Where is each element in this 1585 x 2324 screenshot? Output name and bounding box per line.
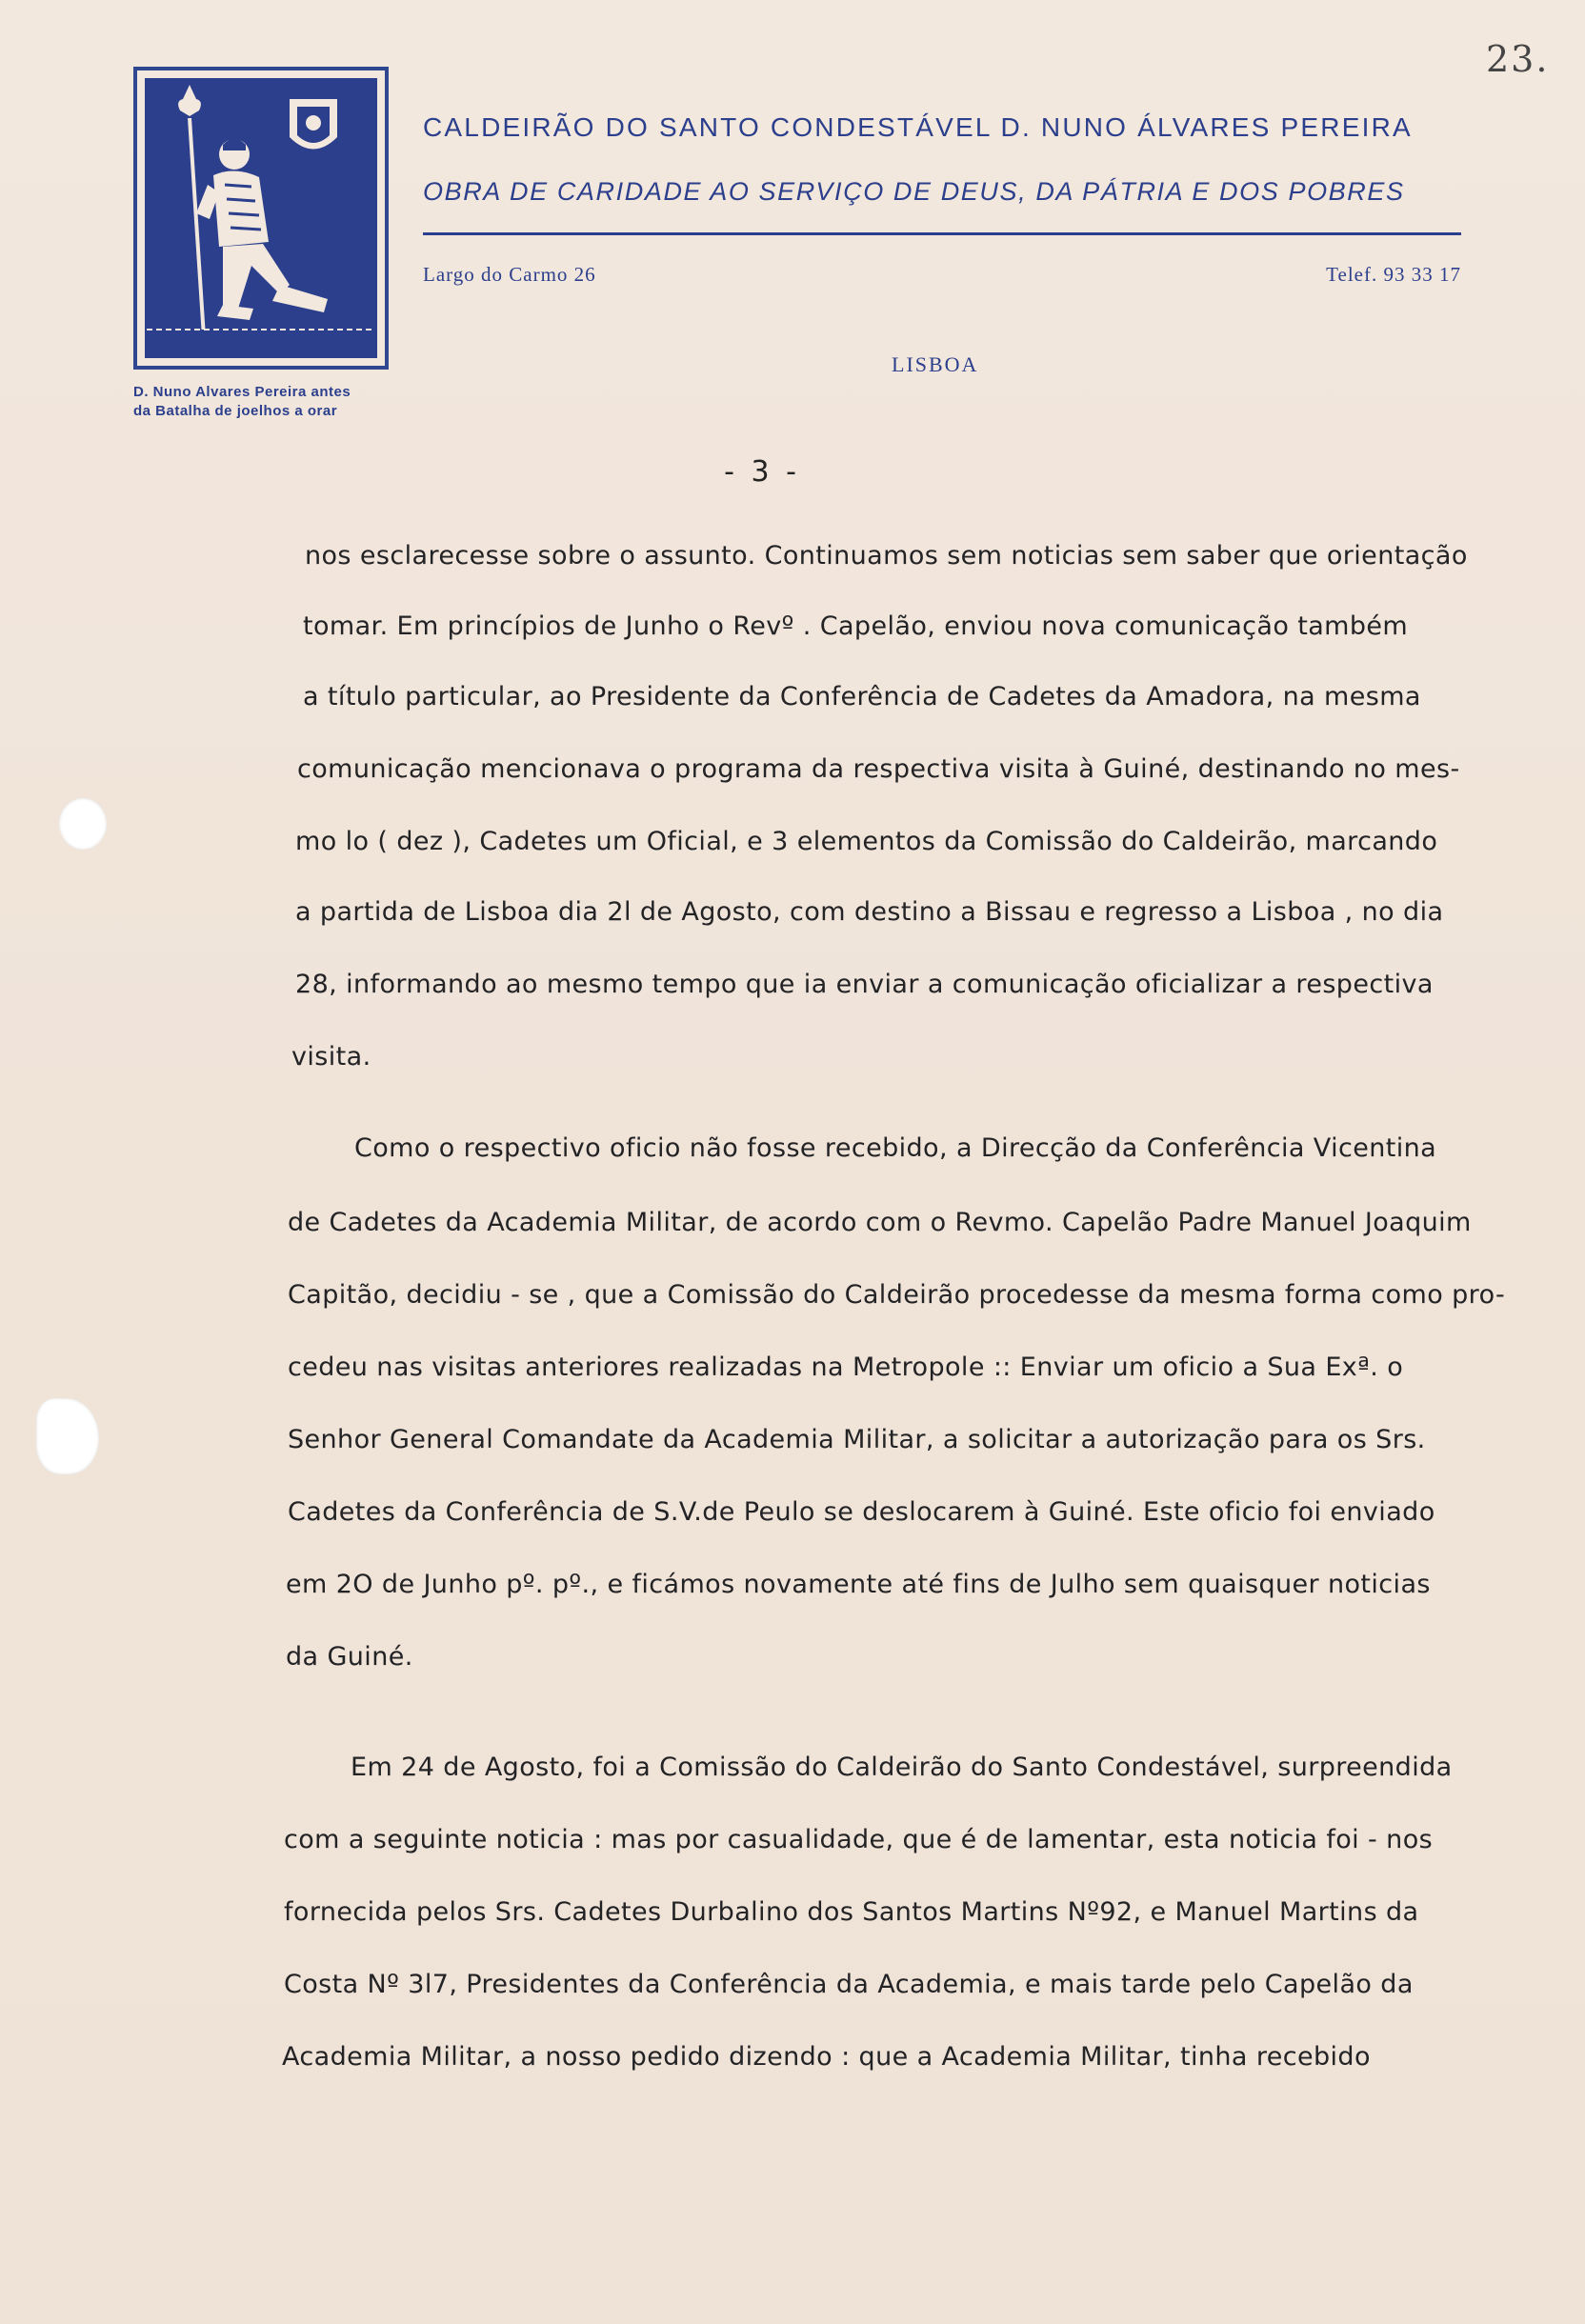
body-line: cedeu nas visitas anteriores realizadas na Metropole :: Enviar um oficio a Sua Exª. o [288, 1352, 1404, 1382]
logo-caption-line: da Batalha de joelhos a orar [133, 403, 338, 419]
body-line: Capitão, decidiu - se , que a Comissão do Caldeirão procedesse da mesma forma como pro- [288, 1280, 1506, 1310]
kneeling-knight-illustration [145, 78, 377, 358]
body-line: Como o respectivo oficio não fosse recebido, a Direcção da Conferência Vicentina [354, 1133, 1437, 1163]
body-line: nos esclarecesse sobre o assunto. Continuamos sem noticias sem saber que orientação [305, 541, 1468, 571]
body-line: 28, informando ao mesmo tempo que ia enviar a comunicação oficializar a respectiva [295, 970, 1434, 999]
page-number: - 3 - [724, 455, 800, 489]
body-line: da Guiné. [286, 1642, 413, 1672]
letterhead-address: Largo do Carmo 26 [423, 263, 596, 286]
punch-hole [59, 798, 107, 850]
body-line: mo lo ( dez ), Cadetes um Oficial, e 3 elementos da Comissão do Caldeirão, marcando [295, 827, 1438, 856]
body-line: visita. [291, 1042, 371, 1072]
body-line: a título particular, ao Presidente da Conferência de Cadetes da Amadora, na mesma [303, 682, 1421, 711]
logo-caption [133, 383, 400, 421]
body-line: com a seguinte noticia : mas por casualidade, que é de lamentar, esta noticia foi - nos [284, 1825, 1434, 1854]
body-line: Em 24 de Agosto, foi a Comissão do Caldeirão do Santo Condestável, surpreendida [351, 1753, 1453, 1782]
body-line: Cadetes da Conferência de S.V.de Peulo se deslocarem à Guiné. Este oficio foi enviado [288, 1497, 1435, 1527]
body-line: fornecida pelos Srs. Cadetes Durbalino dos Santos Martins Nº92, e Manuel Martins da [284, 1897, 1419, 1927]
letterhead-city: LISBOA [892, 352, 979, 376]
logo-caption-line: D. Nuno Alvares Pereira antes [133, 384, 351, 400]
letterhead-subtitle: OBRA DE CARIDADE AO SERVIÇO DE DEUS, DA PÁTRIA E DOS POBRES [423, 177, 1405, 206]
punch-hole [36, 1398, 99, 1474]
body-line: de Cadetes da Academia Militar, de acordo com o Revmo. Capelão Padre Manuel Joaquim [288, 1208, 1472, 1237]
body-line: a partida de Lisboa dia 2l de Agosto, com destino a Bissau e regresso a Lisboa , no dia [295, 897, 1444, 927]
letterhead-divider [423, 232, 1461, 235]
letterhead-title: CALDEIRÃO DO SANTO CONDESTÁVEL D. NUNO ÁLVARES PEREIRA [423, 112, 1413, 142]
handwritten-page-mark: 23. [1486, 38, 1550, 80]
body-line: Academia Militar, a nosso pedido dizendo : que a Academia Militar, tinha recebido [282, 2042, 1371, 2072]
letterhead-phone: Telef. 93 33 17 [1326, 263, 1461, 286]
body-line: Senhor General Comandate da Academia Militar, a solicitar a autorização para os Srs. [288, 1425, 1426, 1454]
body-line: comunicação mencionava o programa da respectiva visita à Guiné, destinando no mes- [297, 754, 1460, 784]
letterhead-logo [133, 67, 389, 370]
body-line: em 2O de Junho pº. pº., e ficámos novamente até fins de Julho sem quaisquer noticias [286, 1570, 1431, 1599]
body-line: tomar. Em princípios de Junho o Revº . Capelão, enviou nova comunicação também [303, 611, 1409, 641]
body-line: Costa Nº 3l7, Presidentes da Conferência da Academia, e mais tarde pelo Capelão da [284, 1970, 1414, 1999]
